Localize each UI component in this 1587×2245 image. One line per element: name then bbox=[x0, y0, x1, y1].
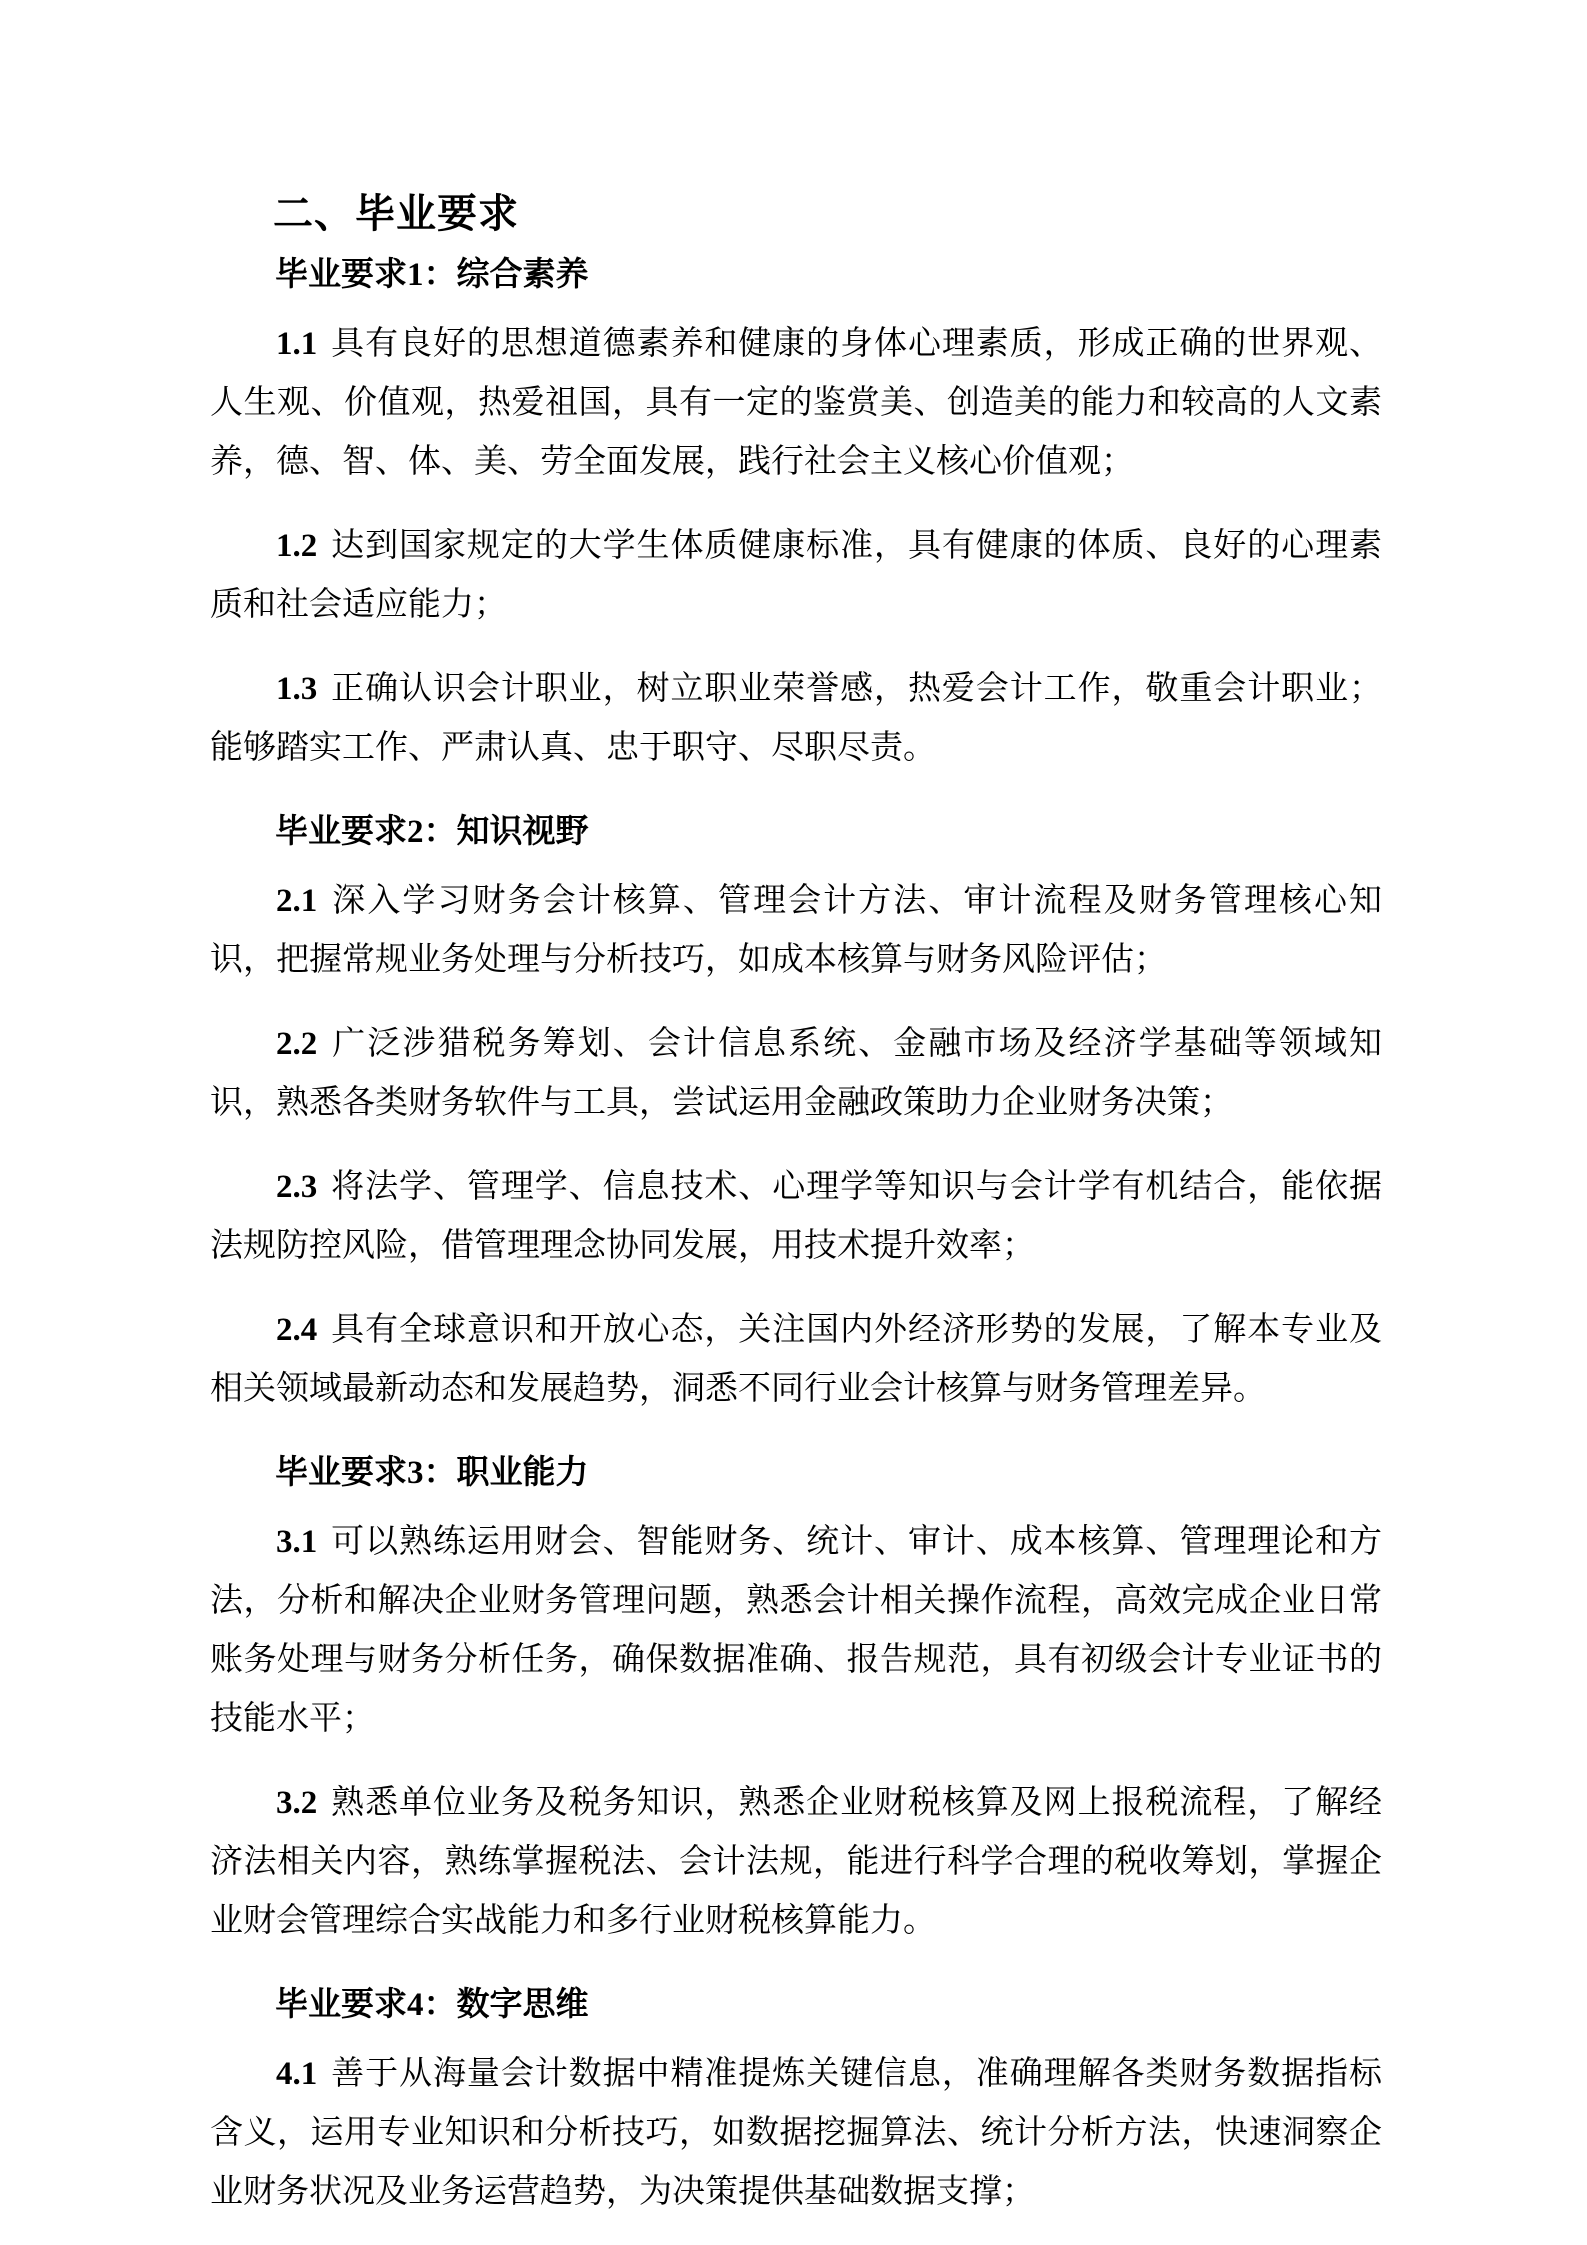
requirement-item bbox=[210, 1301, 1382, 1419]
item-number: 2.3 bbox=[276, 1169, 318, 1205]
item-text: 具有良好的思想道德素养和健康的身体心理素质，形成正确的世界观、人生观、价值观，热爱祖国，具有一定的鉴赏美、创造美的能力和较高的人文素养，德、智、体、美、劳全面发展，践行社会主义核心价值观； bbox=[210, 326, 1382, 480]
item-number: 3.1 bbox=[276, 1524, 318, 1560]
requirement-item bbox=[210, 1774, 1382, 1951]
item-number: 2.2 bbox=[276, 1026, 318, 1062]
item-number: 4.1 bbox=[276, 2056, 318, 2092]
requirement-item bbox=[210, 315, 1382, 492]
section-comprehensive-quality bbox=[210, 246, 1382, 778]
requirement-item bbox=[210, 2045, 1382, 2222]
requirement-item bbox=[210, 1158, 1382, 1276]
requirement-item bbox=[210, 1015, 1382, 1133]
item-text: 正确认识会计职业，树立职业荣誉感，热爱会计工作，敬重会计职业；能够踏实工作、严肃认真、忠于职守、尽职尽责。 bbox=[210, 671, 1382, 766]
item-text: 具有全球意识和开放心态，关注国内外经济形势的发展，了解本专业及相关领域最新动态和发展趋势，洞悉不同行业会计核算与财务管理差异。 bbox=[210, 1312, 1382, 1407]
item-number: 2.4 bbox=[276, 1312, 318, 1348]
section-digital-thinking bbox=[210, 1976, 1382, 2222]
item-number: 1.2 bbox=[276, 528, 318, 564]
item-number: 2.1 bbox=[276, 883, 318, 919]
page-title: 二、毕业要求 bbox=[273, 191, 519, 236]
requirement-item bbox=[210, 1513, 1382, 1749]
item-text: 可以熟练运用财会、智能财务、统计、审计、成本核算、管理理论和方法，分析和解决企业财务管理问题，熟悉会计相关操作流程，高效完成企业日常账务处理与财务分析任务，确保数据准确、报告规范，具有初级会计专业证书的技能水平； bbox=[210, 1524, 1382, 1737]
item-text: 广泛涉猎税务筹划、会计信息系统、金融市场及经济学基础等领域知识，熟悉各类财务软件与工具，尝试运用金融政策助力企业财务决策； bbox=[210, 1026, 1382, 1121]
item-number: 1.3 bbox=[276, 671, 318, 707]
section-knowledge-horizon bbox=[210, 803, 1382, 1419]
section-heading: 毕业要求4：数字思维 bbox=[275, 1987, 589, 2023]
section-heading: 毕业要求1：综合素养 bbox=[275, 257, 589, 293]
section-heading: 毕业要求3：职业能力 bbox=[275, 1455, 589, 1491]
item-text: 将法学、管理学、信息技术、心理学等知识与会计学有机结合，能依据法规防控风险，借管理理念协同发展，用技术提升效率； bbox=[210, 1169, 1382, 1264]
item-text: 达到国家规定的大学生体质健康标准，具有健康的体质、良好的心理素质和社会适应能力； bbox=[210, 528, 1382, 623]
requirement-item bbox=[210, 660, 1382, 778]
item-number: 1.1 bbox=[276, 326, 318, 362]
item-text: 深入学习财务会计核算、管理会计方法、审计流程及财务管理核心知识，把握常规业务处理与分析技巧，如成本核算与财务风险评估； bbox=[210, 883, 1382, 978]
section-professional-ability bbox=[210, 1444, 1382, 1951]
item-text: 熟悉单位业务及税务知识，熟悉企业财税核算及网上报税流程，了解经济法相关内容，熟练掌握税法、会计法规，能进行科学合理的税收筹划，掌握企业财会管理综合实战能力和多行业财税核算能力。 bbox=[210, 1785, 1382, 1939]
item-number: 3.2 bbox=[276, 1785, 318, 1821]
item-text: 善于从海量会计数据中精准提炼关键信息，准确理解各类财务数据指标含义，运用专业知识和分析技巧，如数据挖掘算法、统计分析方法，快速洞察企业财务状况及业务运营趋势，为决策提供基础数据支撑； bbox=[210, 2056, 1382, 2210]
requirement-item bbox=[210, 517, 1382, 635]
requirement-item bbox=[210, 872, 1382, 990]
section-heading: 毕业要求2：知识视野 bbox=[275, 814, 589, 850]
